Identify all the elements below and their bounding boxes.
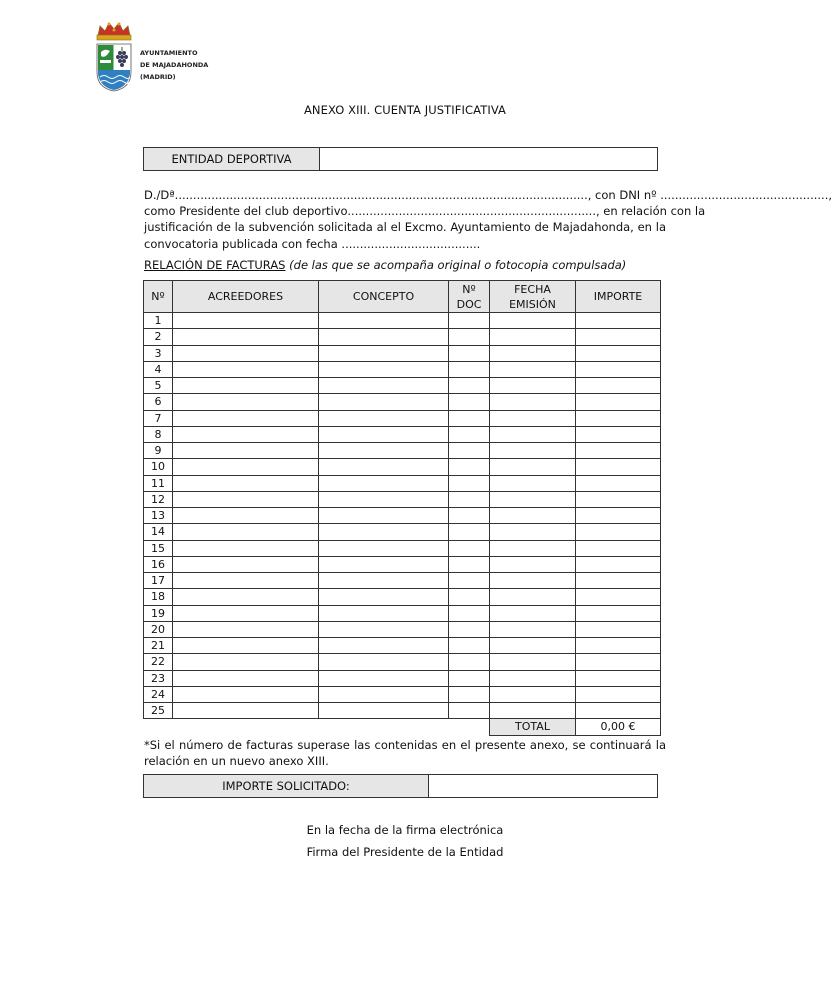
row-concept-cell[interactable] [319, 524, 449, 540]
invoices-table [143, 280, 661, 719]
row-creditor-cell[interactable] [173, 524, 319, 540]
table-row [144, 573, 661, 589]
row-issue-date-cell[interactable] [490, 686, 576, 702]
table-row [144, 621, 661, 637]
row-creditor-cell[interactable] [173, 475, 319, 491]
row-issue-date-cell[interactable] [490, 313, 576, 329]
table-row [144, 378, 661, 394]
requested-amount-box [143, 774, 658, 798]
table-row [144, 654, 661, 670]
row-concept-cell[interactable] [319, 540, 449, 556]
row-creditor-cell[interactable] [173, 703, 319, 719]
row-amount-cell[interactable] [576, 459, 661, 475]
row-issue-date-cell[interactable] [490, 361, 576, 377]
row-amount-cell[interactable] [576, 556, 661, 572]
table-row [144, 556, 661, 572]
row-doc-number-cell[interactable] [449, 378, 490, 394]
row-number: 9 [144, 443, 173, 459]
row-number: 10 [144, 459, 173, 475]
table-row [144, 638, 661, 654]
row-issue-date-cell[interactable] [490, 703, 576, 719]
entity-label: ENTIDAD DEPORTIVA [144, 148, 320, 170]
row-amount-cell[interactable] [576, 540, 661, 556]
row-doc-number-cell[interactable] [449, 621, 490, 637]
row-concept-cell[interactable] [319, 394, 449, 410]
row-creditor-cell[interactable] [173, 654, 319, 670]
requested-amount-input[interactable] [429, 775, 657, 797]
column-header-doc-number [449, 281, 490, 313]
row-amount-cell[interactable] [576, 686, 661, 702]
declaration-line-3: justificación de la subvención solicitada al el Excmo. Ayuntamiento de Majadahonda, en la [144, 220, 666, 235]
signature-president-line: Firma del Presidente de la Entidad [306, 845, 504, 859]
table-row [144, 686, 661, 702]
row-amount-cell[interactable] [576, 361, 661, 377]
row-creditor-cell[interactable] [173, 378, 319, 394]
row-amount-cell[interactable] [576, 491, 661, 507]
row-creditor-cell[interactable] [173, 540, 319, 556]
row-amount-cell[interactable] [576, 508, 661, 524]
row-concept-cell[interactable] [319, 410, 449, 426]
row-number: 17 [144, 573, 173, 589]
table-row [144, 703, 661, 719]
row-doc-number-cell[interactable] [449, 361, 490, 377]
row-doc-number-cell[interactable] [449, 329, 490, 345]
row-creditor-cell[interactable] [173, 426, 319, 442]
column-header-number: Nº [144, 281, 173, 313]
row-concept-cell[interactable] [319, 703, 449, 719]
row-creditor-cell[interactable] [173, 686, 319, 702]
row-number: 1 [144, 313, 173, 329]
row-amount-cell[interactable] [576, 394, 661, 410]
row-doc-number-cell[interactable] [449, 491, 490, 507]
row-amount-cell[interactable] [576, 378, 661, 394]
row-doc-number-cell[interactable] [449, 508, 490, 524]
row-creditor-cell[interactable] [173, 638, 319, 654]
row-number: 2 [144, 329, 173, 345]
declaration-line-4: convocatoria publicada con fecha ...................................... [144, 236, 481, 251]
row-concept-cell[interactable] [319, 621, 449, 637]
column-header-doc-number-line-1: Nº [462, 282, 476, 296]
row-number: 16 [144, 556, 173, 572]
row-issue-date-cell[interactable] [490, 670, 576, 686]
row-creditor-cell[interactable] [173, 621, 319, 637]
row-amount-cell[interactable] [576, 670, 661, 686]
table-row [144, 605, 661, 621]
row-amount-cell[interactable] [576, 426, 661, 442]
row-issue-date-cell[interactable] [490, 524, 576, 540]
table-row [144, 508, 661, 524]
row-amount-cell[interactable] [576, 573, 661, 589]
table-row [144, 313, 661, 329]
row-doc-number-cell[interactable] [449, 426, 490, 442]
table-row [144, 426, 661, 442]
row-number: 22 [144, 654, 173, 670]
row-concept-cell[interactable] [319, 491, 449, 507]
row-number: 4 [144, 361, 173, 377]
row-creditor-cell[interactable] [173, 605, 319, 621]
table-row [144, 540, 661, 556]
row-creditor-cell[interactable] [173, 443, 319, 459]
table-row [144, 589, 661, 605]
row-doc-number-cell[interactable] [449, 670, 490, 686]
row-issue-date-cell[interactable] [490, 508, 576, 524]
row-number: 12 [144, 491, 173, 507]
row-number: 21 [144, 638, 173, 654]
row-number: 3 [144, 345, 173, 361]
row-concept-cell[interactable] [319, 589, 449, 605]
table-row [144, 394, 661, 410]
row-amount-cell[interactable] [576, 605, 661, 621]
table-header-row [144, 281, 661, 313]
row-issue-date-cell[interactable] [490, 443, 576, 459]
row-doc-number-cell[interactable] [449, 394, 490, 410]
invoices-heading-title: RELACIÓN DE FACTURAS [144, 258, 286, 272]
row-doc-number-cell[interactable] [449, 654, 490, 670]
row-issue-date-cell[interactable] [490, 556, 576, 572]
column-header-issue-date-line-1: FECHA [514, 282, 551, 296]
row-issue-date-cell[interactable] [490, 378, 576, 394]
table-row [144, 475, 661, 491]
row-doc-number-cell[interactable] [449, 686, 490, 702]
row-concept-cell[interactable] [319, 345, 449, 361]
column-header-creditors: ACREEDORES [173, 281, 319, 313]
table-row [144, 361, 661, 377]
row-number: 6 [144, 394, 173, 410]
row-number: 23 [144, 670, 173, 686]
row-creditor-cell[interactable] [173, 410, 319, 426]
column-header-issue-date [490, 281, 576, 313]
row-number: 19 [144, 605, 173, 621]
row-doc-number-cell[interactable] [449, 410, 490, 426]
table-row [144, 443, 661, 459]
row-number: 18 [144, 589, 173, 605]
row-amount-cell[interactable] [576, 621, 661, 637]
continuation-note: *Si el número de facturas superase las contenidas en el presente anexo, se continuará la relación en un nuevo anexo XIII. [144, 738, 666, 768]
row-amount-cell[interactable] [576, 703, 661, 719]
row-amount-cell[interactable] [576, 589, 661, 605]
row-doc-number-cell[interactable] [449, 459, 490, 475]
row-amount-cell[interactable] [576, 654, 661, 670]
row-amount-cell[interactable] [576, 443, 661, 459]
row-number: 14 [144, 524, 173, 540]
row-issue-date-cell[interactable] [490, 475, 576, 491]
signature-date-line: En la fecha de la firma electrónica [306, 823, 504, 837]
table-row [144, 670, 661, 686]
row-concept-cell[interactable] [319, 475, 449, 491]
row-concept-cell[interactable] [319, 638, 449, 654]
table-row [144, 329, 661, 345]
row-amount-cell[interactable] [576, 475, 661, 491]
table-row [144, 491, 661, 507]
row-concept-cell[interactable] [319, 361, 449, 377]
row-concept-cell[interactable] [319, 329, 449, 345]
row-issue-date-cell[interactable] [490, 491, 576, 507]
column-header-doc-number-line-2: DOC [456, 297, 482, 311]
entity-input[interactable] [320, 148, 657, 170]
municipal-crest-logo [94, 20, 134, 92]
row-concept-cell[interactable] [319, 670, 449, 686]
row-doc-number-cell[interactable] [449, 573, 490, 589]
row-doc-number-cell[interactable] [449, 345, 490, 361]
row-doc-number-cell[interactable] [449, 540, 490, 556]
row-amount-cell[interactable] [576, 345, 661, 361]
row-creditor-cell[interactable] [173, 459, 319, 475]
total-label: TOTAL [489, 718, 576, 736]
row-creditor-cell[interactable] [173, 670, 319, 686]
row-creditor-cell[interactable] [173, 329, 319, 345]
column-header-issue-date-line-2: EMISIÓN [509, 297, 556, 311]
row-issue-date-cell[interactable] [490, 638, 576, 654]
requested-amount-label: IMPORTE SOLICITADO: [144, 775, 429, 797]
row-issue-date-cell[interactable] [490, 345, 576, 361]
row-issue-date-cell[interactable] [490, 410, 576, 426]
row-creditor-cell[interactable] [173, 491, 319, 507]
column-header-concept: CONCEPTO [319, 281, 449, 313]
row-number: 24 [144, 686, 173, 702]
row-concept-cell[interactable] [319, 605, 449, 621]
row-issue-date-cell[interactable] [490, 589, 576, 605]
row-amount-cell[interactable] [576, 313, 661, 329]
invoices-heading [144, 258, 626, 272]
row-creditor-cell[interactable] [173, 394, 319, 410]
org-name-line-2: DE MAJADAHONDA [140, 61, 209, 69]
row-number: 13 [144, 508, 173, 524]
row-doc-number-cell[interactable] [449, 589, 490, 605]
row-doc-number-cell[interactable] [449, 524, 490, 540]
row-creditor-cell[interactable] [173, 556, 319, 572]
row-concept-cell[interactable] [319, 443, 449, 459]
table-row [144, 524, 661, 540]
row-creditor-cell[interactable] [173, 508, 319, 524]
row-creditor-cell[interactable] [173, 573, 319, 589]
table-row [144, 345, 661, 361]
org-name-line-3: (MADRID) [140, 73, 176, 81]
row-doc-number-cell[interactable] [449, 313, 490, 329]
row-doc-number-cell[interactable] [449, 703, 490, 719]
row-issue-date-cell[interactable] [490, 329, 576, 345]
row-number: 7 [144, 410, 173, 426]
row-creditor-cell[interactable] [173, 345, 319, 361]
row-issue-date-cell[interactable] [490, 426, 576, 442]
row-number: 25 [144, 703, 173, 719]
row-creditor-cell[interactable] [173, 589, 319, 605]
row-amount-cell[interactable] [576, 329, 661, 345]
table-row [144, 459, 661, 475]
row-concept-cell[interactable] [319, 556, 449, 572]
declaration-line-1: D./Dª................................................................................................................., con DNI nº .............................................., [144, 188, 832, 202]
row-concept-cell[interactable] [319, 573, 449, 589]
row-issue-date-cell[interactable] [490, 654, 576, 670]
invoices-heading-subtitle: (de las que se acompaña original o fotocopia compulsada) [289, 258, 627, 272]
row-concept-cell[interactable] [319, 686, 449, 702]
row-issue-date-cell[interactable] [490, 573, 576, 589]
row-doc-number-cell[interactable] [449, 556, 490, 572]
row-amount-cell[interactable] [576, 524, 661, 540]
row-number: 11 [144, 475, 173, 491]
row-creditor-cell[interactable] [173, 313, 319, 329]
row-concept-cell[interactable] [319, 508, 449, 524]
row-concept-cell[interactable] [319, 378, 449, 394]
table-row [144, 410, 661, 426]
row-number: 15 [144, 540, 173, 556]
row-concept-cell[interactable] [319, 313, 449, 329]
row-amount-cell[interactable] [576, 410, 661, 426]
row-issue-date-cell[interactable] [490, 621, 576, 637]
entity-box [143, 147, 658, 171]
declaration-line-2: como Presidente del club deportivo...................................................................., en relación con la [144, 204, 706, 219]
row-doc-number-cell[interactable] [449, 605, 490, 621]
row-concept-cell[interactable] [319, 459, 449, 475]
row-amount-cell[interactable] [576, 638, 661, 654]
row-creditor-cell[interactable] [173, 361, 319, 377]
row-issue-date-cell[interactable] [490, 605, 576, 621]
row-doc-number-cell[interactable] [449, 443, 490, 459]
total-value: 0,00 € [575, 718, 661, 736]
org-name-line-1: AYUNTAMIENTO [140, 49, 198, 57]
row-issue-date-cell[interactable] [490, 459, 576, 475]
row-concept-cell[interactable] [319, 426, 449, 442]
row-doc-number-cell[interactable] [449, 475, 490, 491]
row-number: 8 [144, 426, 173, 442]
row-concept-cell[interactable] [319, 654, 449, 670]
row-number: 20 [144, 621, 173, 637]
document-title: ANEXO XIII. CUENTA JUSTIFICATIVA [303, 103, 507, 117]
row-issue-date-cell[interactable] [490, 540, 576, 556]
row-number: 5 [144, 378, 173, 394]
column-header-amount: IMPORTE [576, 281, 661, 313]
row-issue-date-cell[interactable] [490, 394, 576, 410]
declaration-paragraph [144, 187, 832, 252]
row-doc-number-cell[interactable] [449, 638, 490, 654]
